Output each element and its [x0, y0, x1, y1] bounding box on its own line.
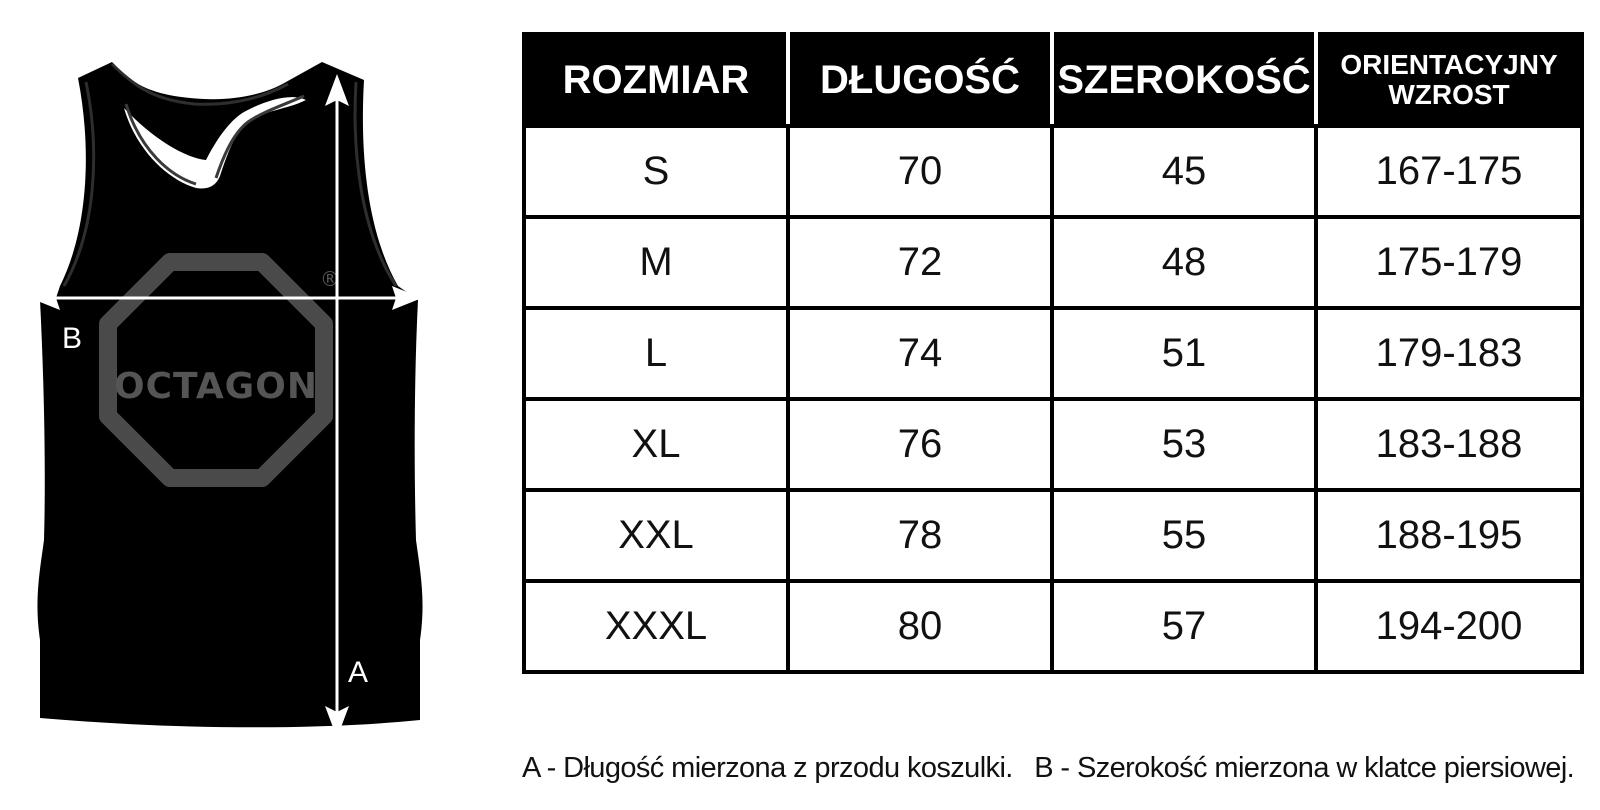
logo-text: OCTAGON	[114, 366, 318, 407]
cell-size: L	[524, 308, 788, 399]
cell-width: 53	[1052, 399, 1316, 490]
tank-top-illustration	[0, 0, 480, 810]
cell-height: 194-200	[1316, 581, 1582, 672]
cell-length: 76	[788, 399, 1052, 490]
cell-height: 183-188	[1316, 399, 1582, 490]
cell-size: S	[524, 126, 788, 217]
table-row	[524, 217, 1582, 308]
table-row	[524, 581, 1582, 672]
cell-width: 48	[1052, 217, 1316, 308]
header-height	[1316, 34, 1582, 126]
table-row	[524, 308, 1582, 399]
cell-length: 72	[788, 217, 1052, 308]
cell-size: M	[524, 217, 788, 308]
table-header-row	[524, 34, 1582, 126]
cell-width: 45	[1052, 126, 1316, 217]
cell-height: 188-195	[1316, 490, 1582, 581]
table-row	[524, 126, 1582, 217]
header-height-line2: WZROST	[1388, 79, 1510, 110]
header-length: DŁUGOŚĆ	[788, 34, 1052, 126]
header-height-line1: ORIENTACYJNY	[1340, 49, 1558, 80]
header-width: SZEROKOŚĆ	[1052, 34, 1316, 126]
footnote-a: A - Długość mierzona z przodu koszulki.	[522, 752, 1013, 784]
cell-height: 175-179	[1316, 217, 1582, 308]
cell-length: 70	[788, 126, 1052, 217]
cell-size: XXXL	[524, 581, 788, 672]
cell-height: 179-183	[1316, 308, 1582, 399]
registered-mark: ®	[320, 267, 340, 291]
cell-length: 74	[788, 308, 1052, 399]
measurement-footnote	[522, 752, 1592, 785]
table-row	[524, 399, 1582, 490]
tank-top-drawing	[0, 0, 480, 810]
cell-size: XL	[524, 399, 788, 490]
header-size: ROZMIAR	[524, 34, 788, 126]
label-b: B	[61, 322, 83, 355]
cell-length: 78	[788, 490, 1052, 581]
cell-length: 80	[788, 581, 1052, 672]
table-row	[524, 490, 1582, 581]
cell-width: 51	[1052, 308, 1316, 399]
size-chart-table	[522, 32, 1584, 674]
cell-width: 57	[1052, 581, 1316, 672]
cell-size: XXL	[524, 490, 788, 581]
cell-width: 55	[1052, 490, 1316, 581]
cell-height: 167-175	[1316, 126, 1582, 217]
label-a: A	[347, 656, 369, 689]
footnote-b: B - Szerokość mierzona w klatce piersiowej.	[1034, 752, 1575, 784]
